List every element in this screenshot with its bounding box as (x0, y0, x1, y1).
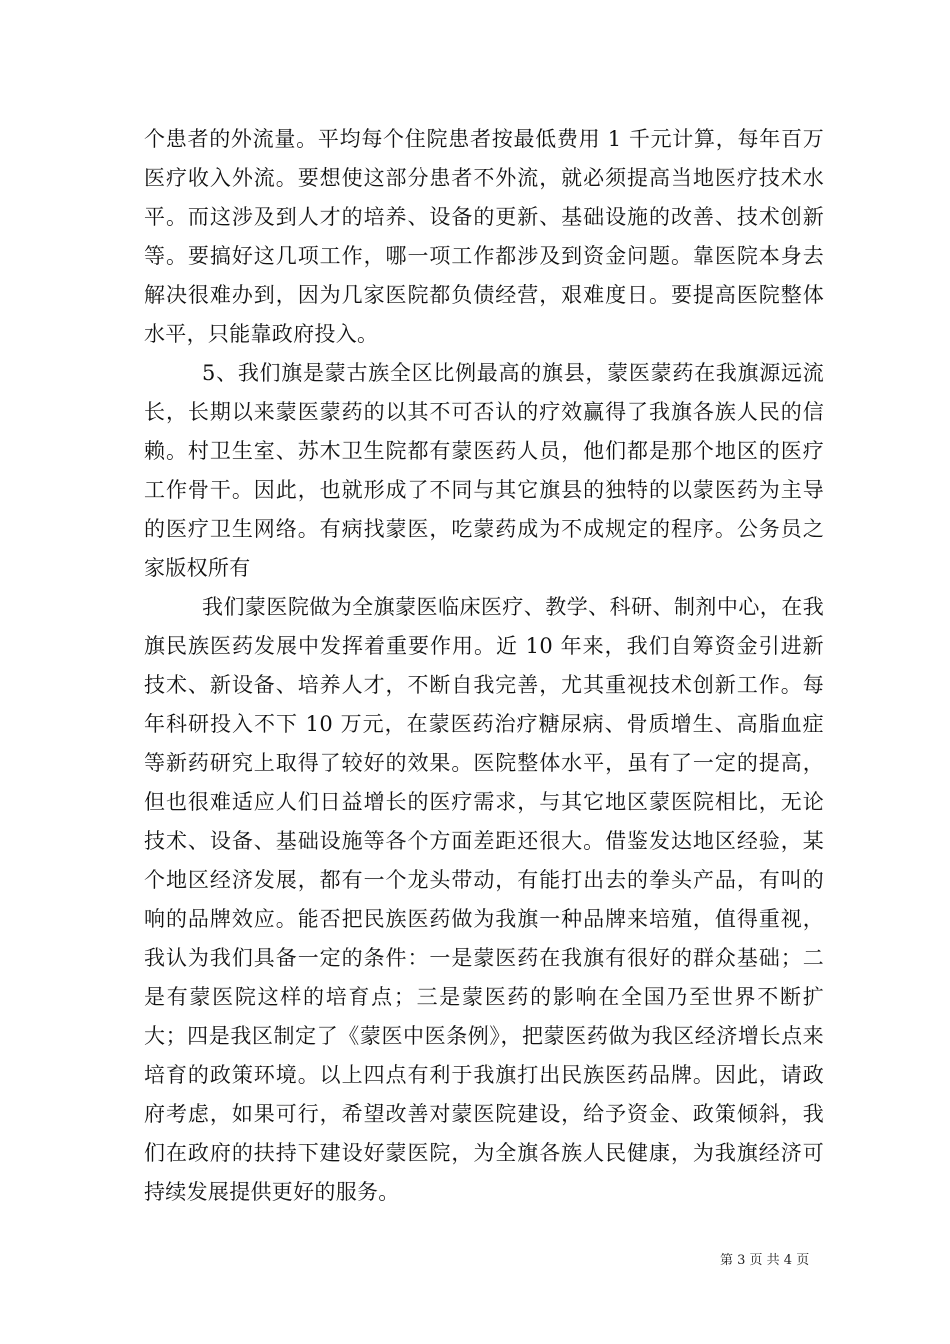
paragraph-mongolian-hospital: 我们蒙医院做为全旗蒙医临床医疗、教学、科研、制剂中心，在我旗民族医药发展中发挥着重要作用。近 10 年来，我们自筹资金引进新技术、新设备、培养人才，不断自我完善，尤其重视技术创新工作。每年科研投入不下 10 万元，在蒙医药治疗糖尿病、骨质增生、高脂血症等新药研究上取得了较好的效果。医院整体水平，虽有了一定的提高，但也很难适应人们日益增长的医疗需求，与其它地区蒙医院相比，无论技术、设备、基础设施等各个方面差距还很大。借鉴发达地区经验，某个地区经济发展，都有一个龙头带动，有能打出去的拳头产品，有叫的响的品牌效应。能否把民族医药做为我旗一种品牌来培殖，值得重视，我认为我们具备一定的条件：一是蒙医药在我旗有很好的群众基础；二是有蒙医院这样的培育点；三是蒙医药的影响在全国乃至世界不断扩大；四是我区制定了《蒙医中医条例》，把蒙医药做为我区经济增长点来培育的政策环境。以上四点有利于我旗打出民族医药品牌。因此，请政府考虑，如果可行，希望改善对蒙医院建设，给予资金、政策倾斜，我们在政府的扶持下建设好蒙医院，为全旗各族人民健康，为我旗经济可持续发展提供更好的服务。 (144, 595, 824, 1204)
page-number-footer: 第 3 页 共 4 页 (720, 1253, 810, 1268)
paragraph-item-5: 5、我们旗是蒙古族全区比例最高的旗县，蒙医蒙药在我旗源远流长，长期以来蒙医蒙药的以其不可否认的疗效赢得了我旗各族人民的信赖。村卫生室、苏木卫生院都有蒙医药人员，他们都是那个地区的医疗工作骨干。因此，也就形成了不同与其它旗县的独特的以蒙医药为主导的医疗卫生网络。有病找蒙医，吃蒙药成为不成规定的程序。公务员之家版权所有 (144, 361, 824, 580)
document-body (144, 120, 824, 1212)
paragraph-continuation: 个患者的外流量。平均每个住院患者按最低费用 1 千元计算，每年百万医疗收入外流。要想使这部分患者不外流，就必须提高当地医疗技术水平。而这涉及到人才的培养、设备的更新、基础设施的改善、技术创新等。要搞好这几项工作，哪一项工作都涉及到资金问题。靠医院本身去解决很难办到，因为几家医院都负债经营，艰难度日。要提高医院整体水平，只能靠政府投入。 (144, 127, 824, 346)
